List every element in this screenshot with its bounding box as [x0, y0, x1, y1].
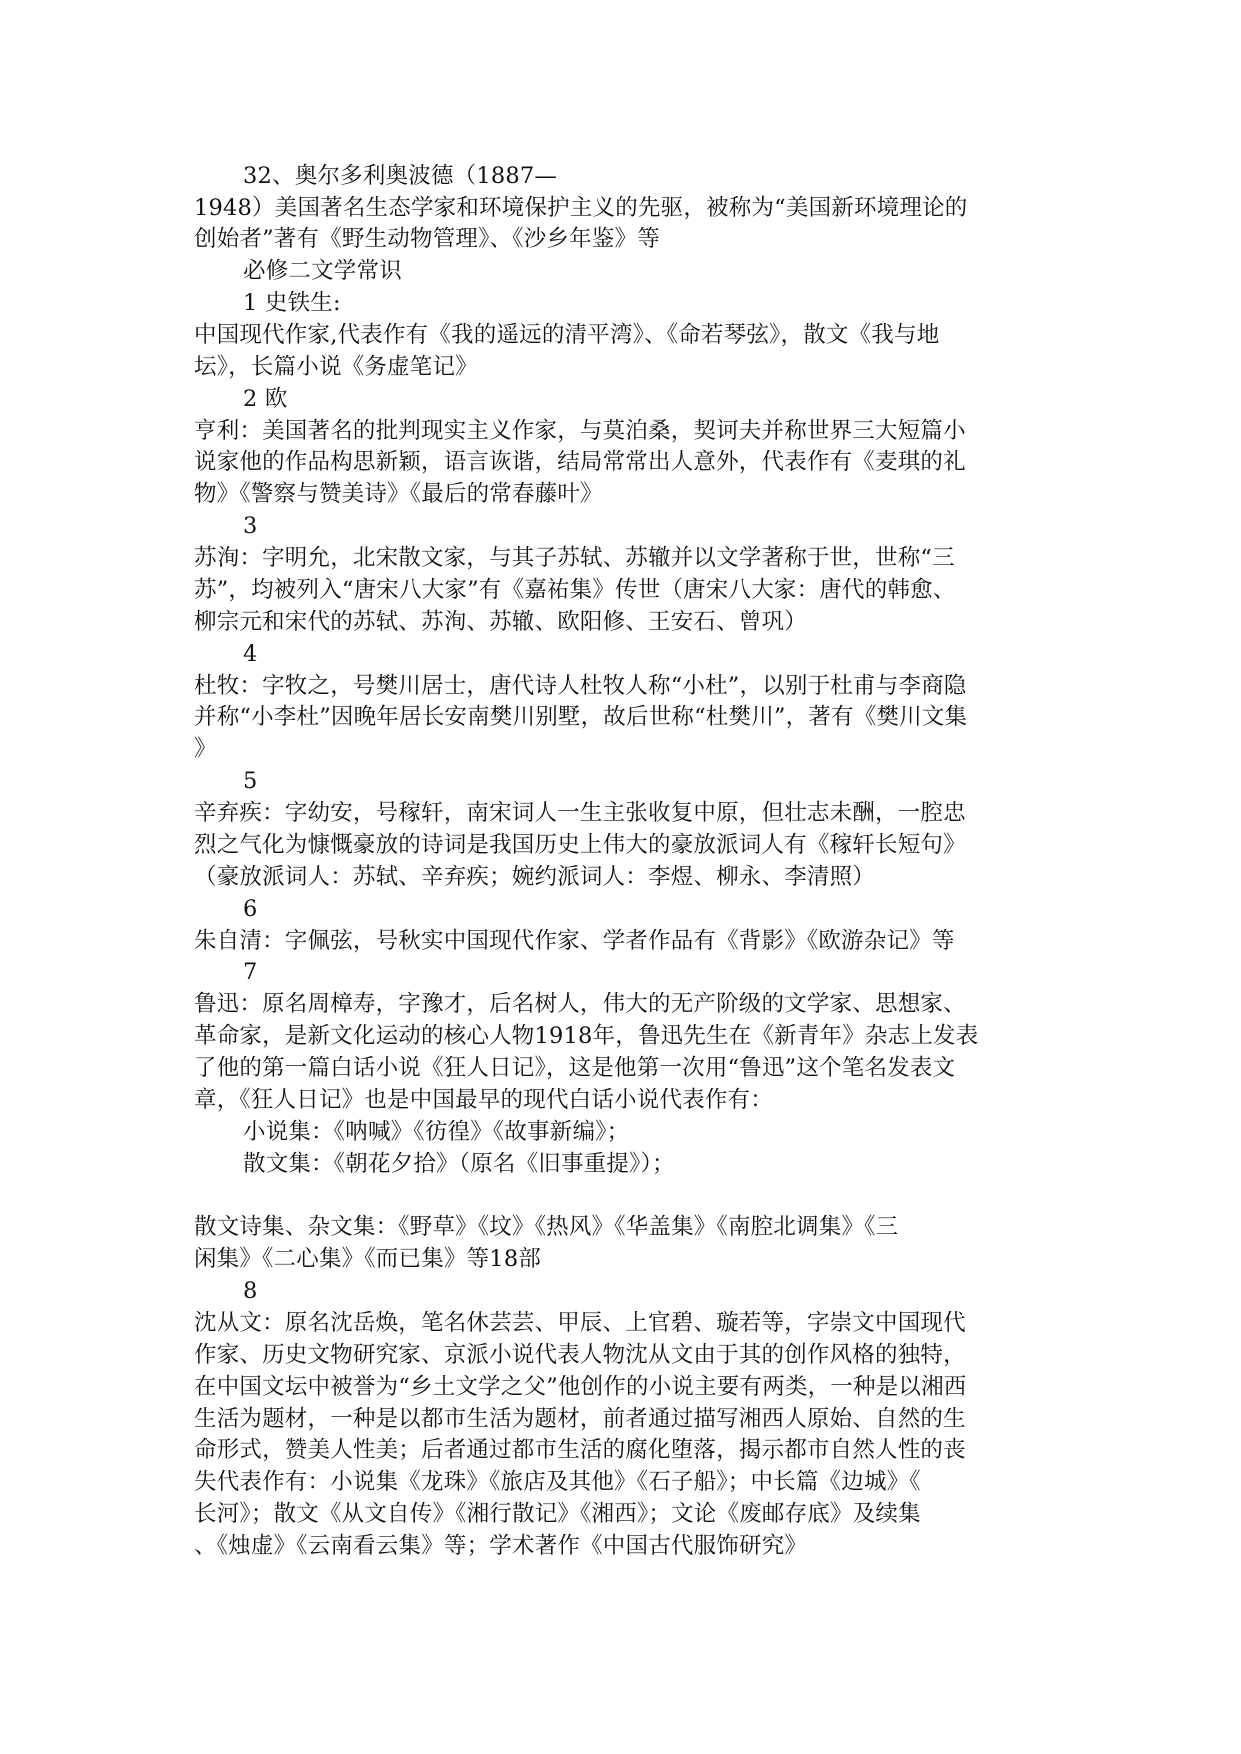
text-line: 革命家，是新文化运动的核心人物1918年，鲁迅先生在《新青年》杂志上发表: [194, 1023, 979, 1049]
text-line: 朱自清：字佩弦，号秋实中国现代作家、学者作品有《背影》《欧游杂记》等: [194, 928, 955, 954]
text-line: 坛》，长篇小说《务虚笔记》: [194, 354, 478, 380]
entry-number: 7: [243, 959, 258, 985]
text-line: 苏洵：字明允，北宋散文家，与其子苏轼、苏辙并以文学著称于世，世称“三: [194, 545, 955, 571]
text-line: 沈从文：原名沈岳焕，笔名休芸芸、甲辰、上官碧、璇若等，字崇文中国现代: [194, 1310, 966, 1336]
text-line: 创始者”著有《野生动物管理》、《沙乡年鉴》等: [194, 226, 660, 252]
text-line: 说家他的作品构思新颖，语言诙谐，结局常常出人意外，代表作有《麦琪的礼: [194, 449, 966, 475]
text-line: 作家、历史文物研究家、京派小说代表人物沈从文由于其的创作风格的独特，: [194, 1342, 966, 1368]
text-line: 鲁迅：原名周樟寿，字豫才，后名树人，伟大的无产阶级的文学家、思想家、: [194, 991, 966, 1017]
entry-number: 1 史铁生:: [243, 290, 341, 316]
text-line: 、《烛虚》《云南看云集》等；学术著作《中国古代服饰研究》: [194, 1533, 808, 1559]
entry-number: 6: [243, 896, 258, 922]
text-line: 32、奥尔多利奥波德（1887—: [243, 163, 558, 189]
entry-number: 4: [243, 641, 258, 667]
text-line: 物》《警察与赞美诗》《最后的常春藤叶》: [194, 481, 603, 507]
text-line: 杜牧：字牧之，号樊川居士，唐代诗人杜牧人称“小杜”，以别于杜甫与李商隐: [194, 673, 967, 699]
text-line: 散文诗集、杂文集：《野草》《坟》《热风》《华盖集》《南腔北调集》《三: [194, 1214, 899, 1240]
text-line: 了他的第一篇白话小说《狂人日记》，这是他第一次用“鲁迅”这个笔名发表文: [194, 1055, 956, 1081]
text-line: 在中国文坛中被誉为“乡土文学之父”他创作的小说主要有两类，一种是以湘西: [194, 1374, 967, 1400]
text-line: 中国现代作家,代表作有《我的遥远的清平湾》、《命若琴弦》，散文《我与地: [194, 322, 940, 348]
text-line: （豪放派词人：苏轼、辛弃疾；婉约派词人：李煜、柳永、李清照）: [194, 864, 876, 890]
text-line: 散文集：《朝花夕拾》（原名《旧事重提》）；: [243, 1151, 675, 1177]
text-line: 1948）美国著名生态学家和环境保护主义的先驱，被称为“美国新环境理论的: [194, 195, 968, 221]
entry-number: 2 欧: [243, 386, 288, 412]
entry-number: 5: [243, 768, 258, 794]
text-line: 烈之气化为慷慨豪放的诗词是我国历史上伟大的豪放派词人有《稼轩长短句》: [194, 832, 966, 858]
text-line: 并称“小李杜”因晚年居长安南樊川别墅，故后世称“杜樊川”，著有《樊川文集: [194, 704, 968, 730]
text-line: 章，《狂人日记》也是中国最早的现代白话小说代表作有：: [194, 1087, 773, 1113]
text-line: 长河》；散文《从文自传》《湘行散记》《湘西》；文论《废邮存底》及续集: [194, 1501, 921, 1527]
entry-number: 3: [243, 513, 258, 539]
text-line: 失代表作有：小说集《龙珠》《旅店及其他》《石子船》；中长篇《边城》《: [194, 1469, 921, 1495]
text-line: 》: [194, 736, 217, 762]
text-line: 苏”，均被列入“唐宋八大家”有《嘉祐集》传世（唐宋八大家：唐代的韩愈、: [194, 577, 956, 603]
text-line: 亨利：美国著名的批判现实主义作家，与莫泊桑，契诃夫并称世界三大短篇小: [194, 418, 966, 444]
text-line: 小说集：《呐喊》《彷徨》《故事新编》；: [243, 1119, 630, 1145]
text-line: 命形式，赞美人性美；后者通过都市生活的腐化堕落，揭示都市自然人性的丧: [194, 1437, 966, 1463]
text-line: 辛弃疾：字幼安，号稼轩，南宋词人一生主张收复中原，但壮志未酬，一腔忠: [194, 800, 966, 826]
entry-number: 8: [243, 1278, 258, 1304]
text-line: 柳宗元和宋代的苏轼、苏洵、苏辙、欧阳修、王安石、曾巩）: [194, 609, 807, 635]
text-line: 闲集》《二心集》《而已集》等18部: [194, 1246, 542, 1272]
section-heading: 必修二文学常识: [243, 258, 402, 284]
text-line: 生活为题材，一种是以都市生活为题材，前者通过描写湘西人原始、自然的生: [194, 1406, 966, 1432]
